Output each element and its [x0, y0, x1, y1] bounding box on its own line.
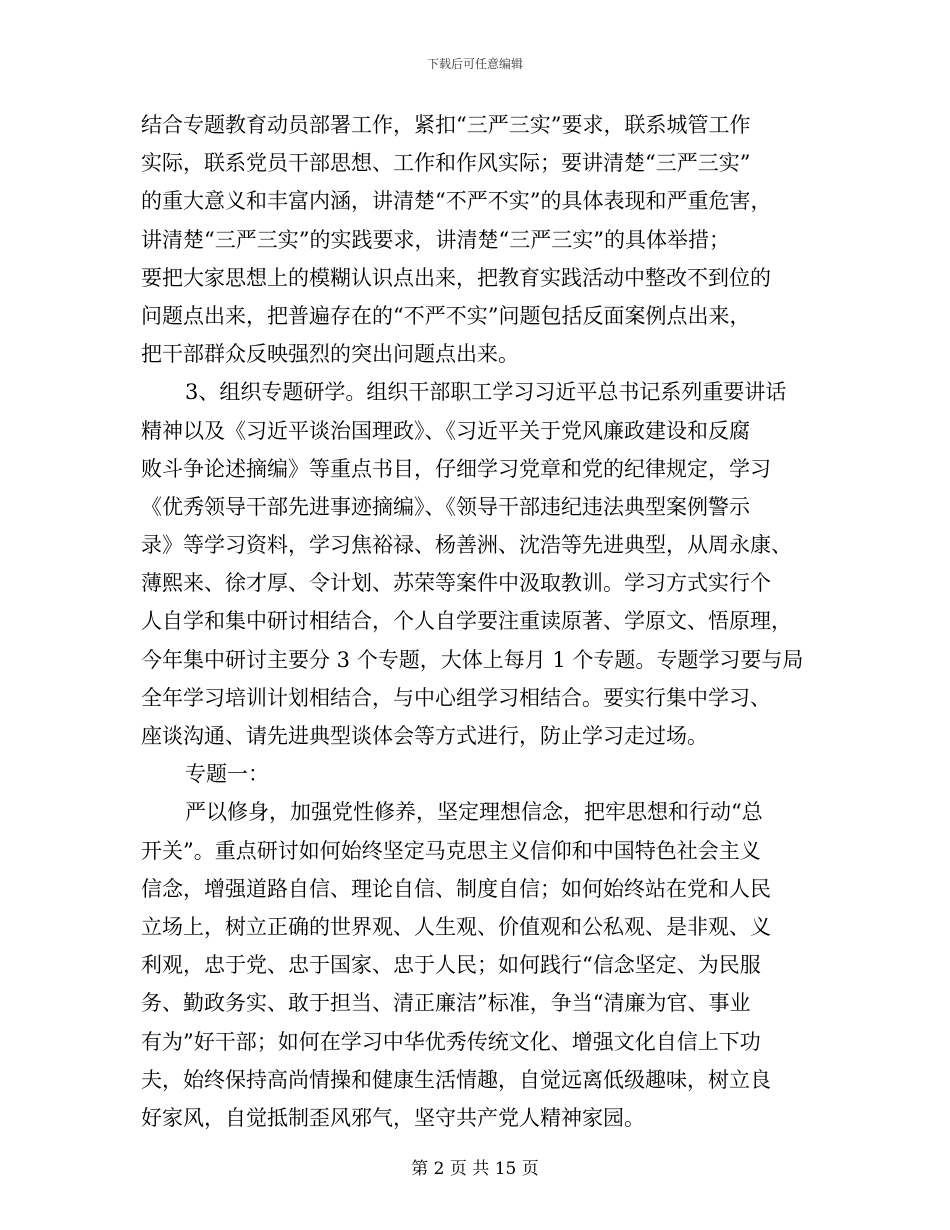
page-number: 第 2 页 共 15 页: [411, 1159, 539, 1179]
text-line: 人自学和集中研讨相结合，个人自学要注重读原著、学原文、悟原理，: [141, 609, 792, 634]
text-line: 信念，增强道路自信、理论自信、制度自信；如何始终站在党和人民: [141, 876, 771, 901]
text-line: 败斗争论述摘编》等重点书目，仔细学习党章和党的纪律规定，学习: [141, 456, 771, 481]
text-line: 好家风，自觉抵制歪风邪气，坚守共产党人精神家园。: [141, 1105, 645, 1130]
text-line: 实际，联系党员干部思想、工作和作风实际；要讲清楚“三严三实”: [141, 151, 751, 176]
text-line: 立场上，树立正确的世界观、人生观、价值观和公私观、是非观、义: [141, 914, 771, 939]
text-line: 全年学习培训计划相结合，与中心组学习相结合。要实行集中学习、: [141, 685, 771, 710]
section-heading: 专题一：: [185, 762, 269, 787]
text-line: 开关”。重点研讨如何始终坚定马克思主义信仰和中国特色社会主义: [141, 838, 761, 863]
text-line: 的重大意义和丰富内涵，讲清楚“不严不实”的具体表现和严重危害，: [141, 189, 772, 214]
text-line: 精神以及《习近平谈治国理政》、《习近平关于党风廉政建设和反腐: [141, 418, 750, 443]
document-body: [141, 106, 813, 1137]
text-line: 夫，始终保持高尚情操和健康生活情趣，自觉远离低级趣味，树立良: [141, 1067, 771, 1092]
page-header: 下载后可任意编辑: [426, 57, 523, 71]
paragraph-start-line: 严以修身，加强党性修养，坚定理想信念，把牢思想和行动“总: [185, 800, 763, 825]
text-line: 讲清楚“三严三实”的实践要求，讲清楚“三严三实”的具体举措；: [141, 227, 730, 252]
text-line: 录》等学习资料，学习焦裕禄、杨善洲、沈浩等先进典型，从周永康、: [141, 533, 792, 558]
text-line: 要把大家思想上的模糊认识点出来，把教育实践活动中整改不到位的: [141, 265, 771, 290]
text-line: 薄熙来、徐才厚、令计划、苏荣等案件中汲取教训。学习方式实行个: [141, 571, 771, 596]
paragraph-start-line: 3、组织专题研学。组织干部职工学习习近平总书记系列重要讲话: [185, 380, 787, 405]
text-line: 有为”好干部；如何在学习中华优秀传统文化、增强文化自信上下功: [141, 1029, 761, 1054]
text-line: 结合专题教育动员部署工作，紧扣“三严三实”要求，联系城管工作: [141, 113, 751, 137]
text-line: 今年集中研讨主要分 3 个专题，大体上每月 1 个专题。专题学习要与局: [141, 647, 804, 672]
text-line: 把干部群众反映强烈的突出问题点出来。: [141, 342, 519, 367]
text-line: 利观，忠于党、忠于国家、忠于人民；如何践行“信念坚定、为民服: [141, 953, 761, 978]
text-line: 座谈沟通、请先进典型谈体会等方式进行，防止学习走过场。: [141, 724, 708, 748]
text-line: 问题点出来，把普遍存在的“不严不实”问题包括反面案例点出来，: [141, 303, 751, 328]
text-line: 《优秀领导干部先进事迹摘编》、《领导干部违纪违法典型案例警示: [141, 494, 750, 519]
text-line: 务、勤政务实、敢于担当、清正廉洁”标准，争当“清廉为官、事业: [141, 991, 751, 1016]
